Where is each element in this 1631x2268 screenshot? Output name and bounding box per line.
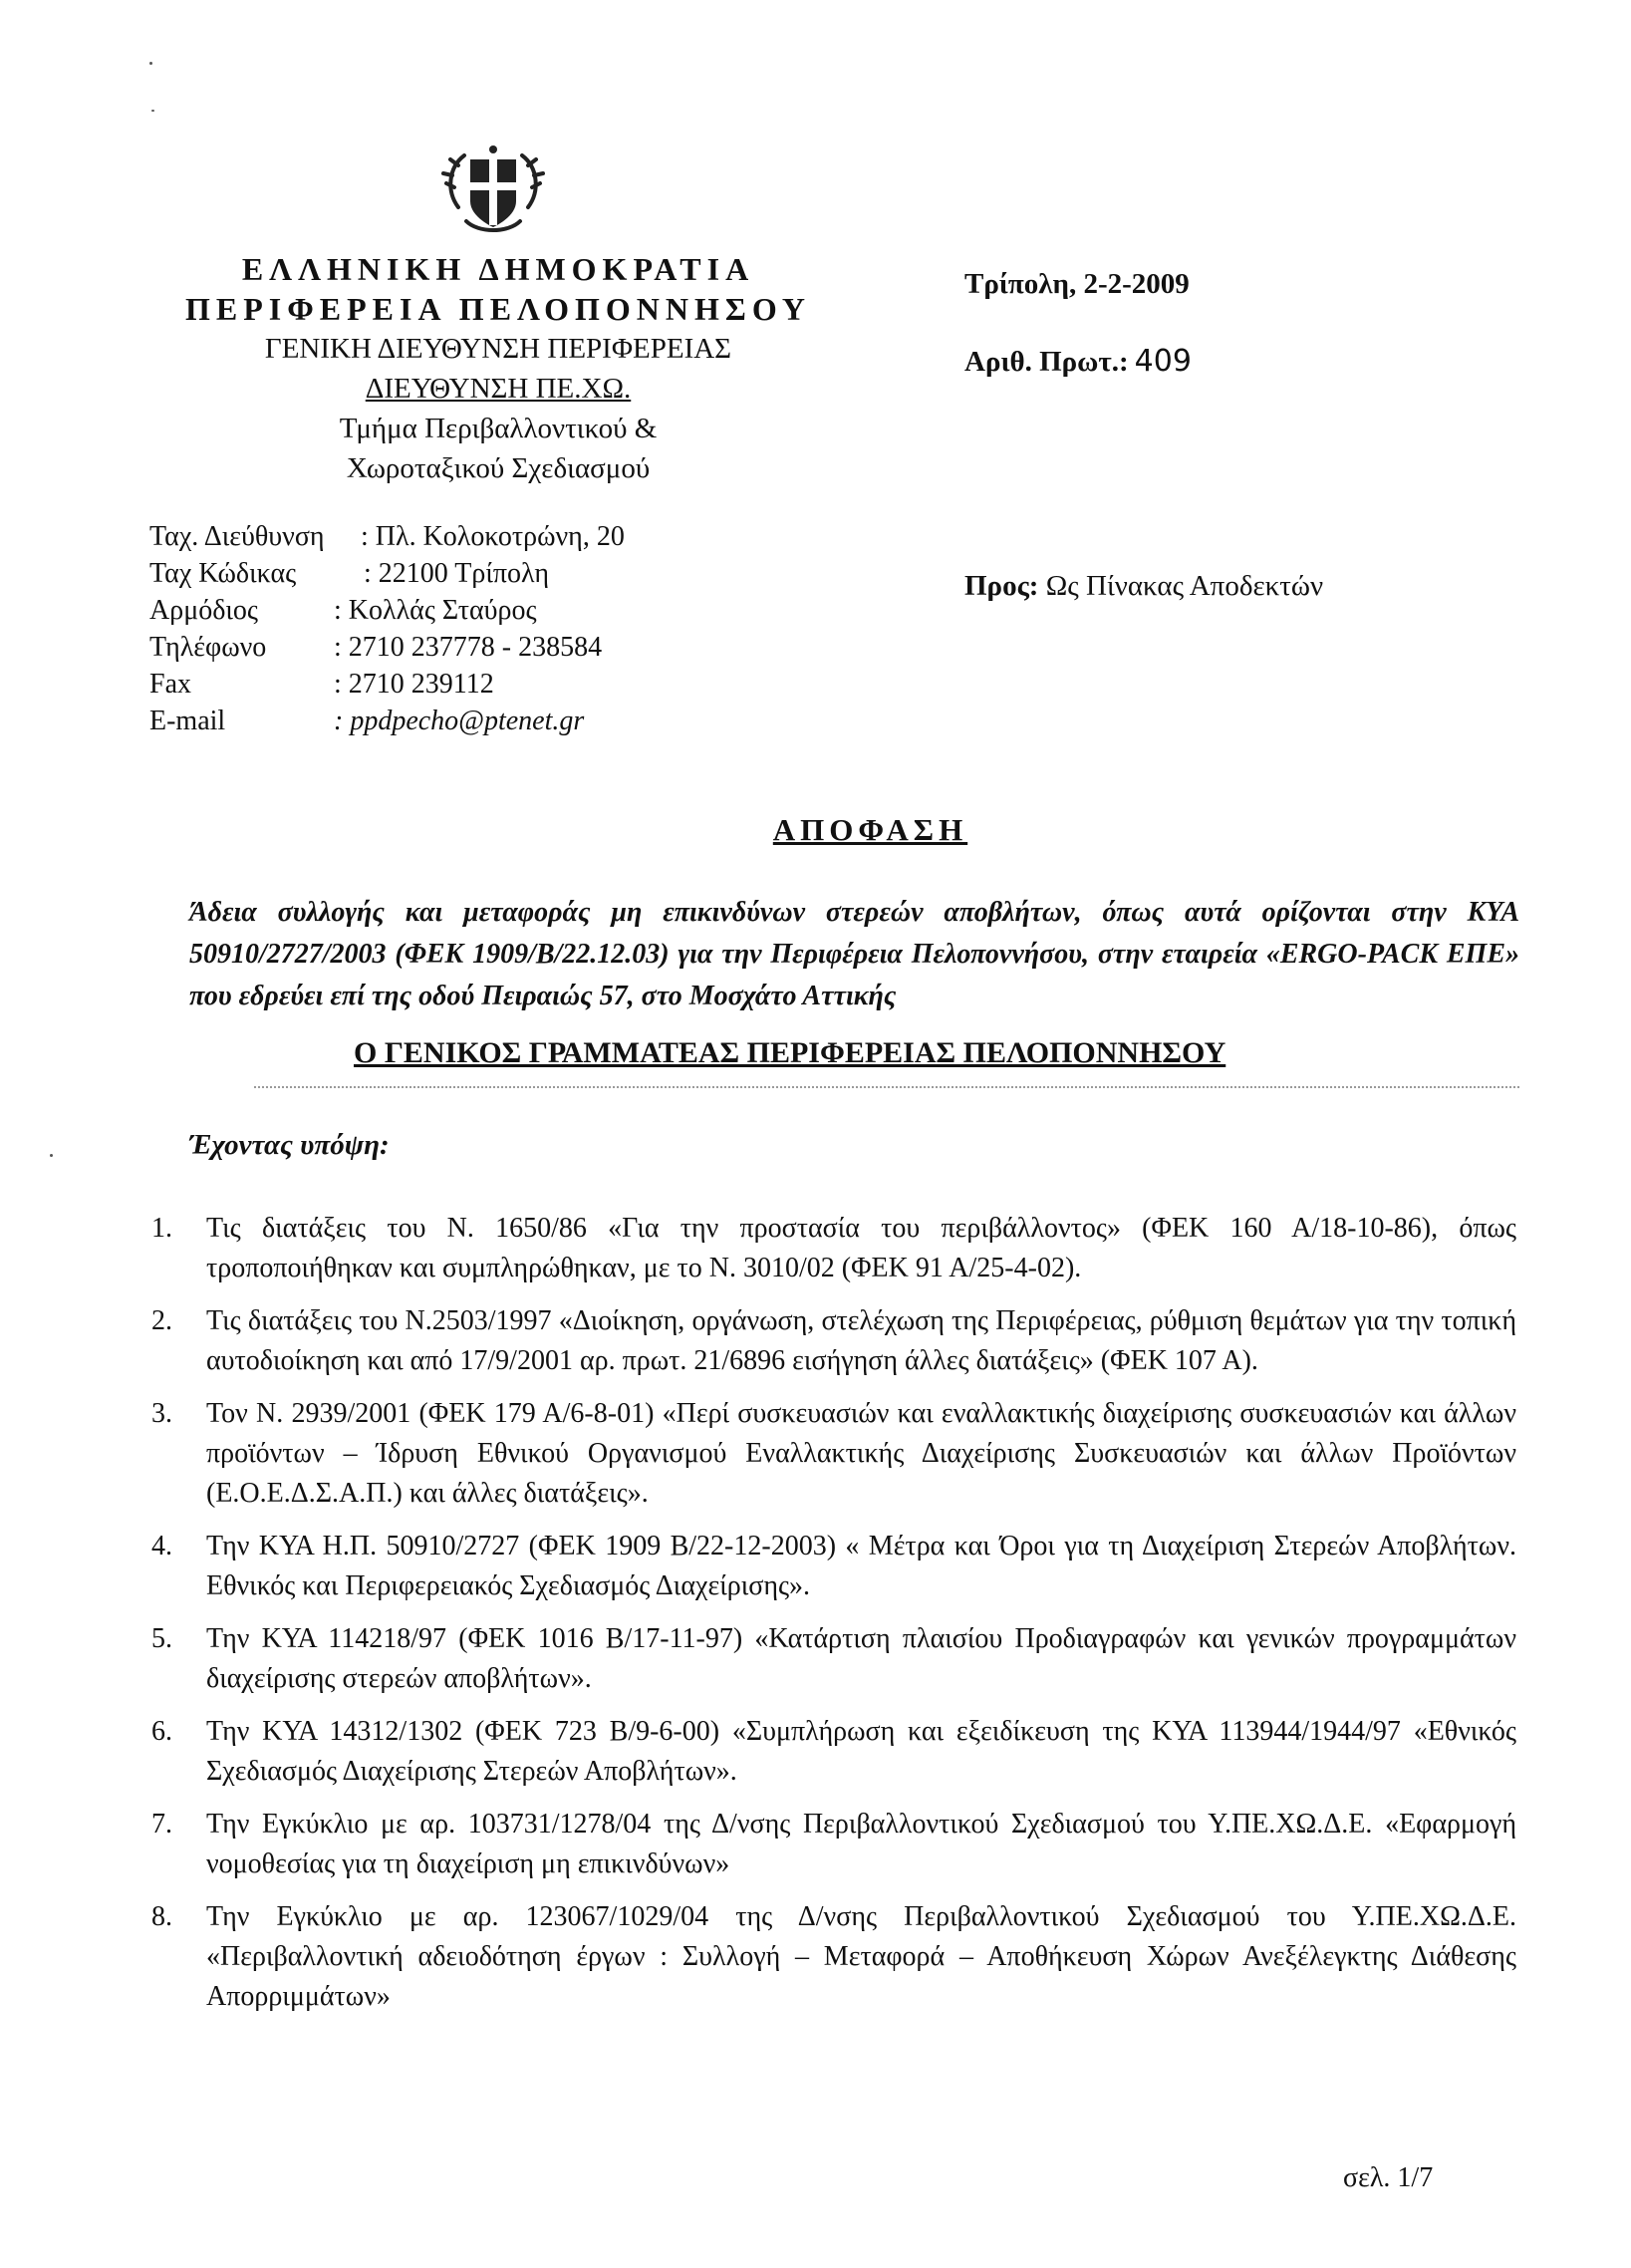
header-country: ΕΛΛΗΝΙΚΗ ΔΗΜΟΚΡΑΤΙΑ	[241, 251, 755, 287]
item-number: 5.	[151, 1623, 172, 1654]
recipient-label: Προς:	[964, 570, 1039, 602]
header-department-line1: Τμήμα Περιβαλλοντικού &	[339, 413, 658, 444]
scan-speck	[149, 62, 152, 65]
contact-label: Fax	[149, 669, 191, 700]
header-region: ΠΕΡΙΦΕΡΕΙΑ ΠΕΛΟΠΟΝΝΗΣΟΥ	[185, 291, 811, 327]
item-text: Τις διατάξεις του Ν. 1650/86 «Για την προστασία του περιβάλλοντος» (ΦΕΚ 160 Α/18-10-86), όπως τροποποιήθηκαν και συμπληρώθηκαν, με το Ν. 3010/02 (ΦΕΚ 91 Α/25-4-02).	[206, 1213, 1516, 1283]
dotted-divider	[254, 1086, 1519, 1088]
list-item	[151, 1394, 1516, 1514]
considerations-heading: Έχοντας υπόψη:	[189, 1129, 390, 1161]
item-text: Την ΚΥΑ 14312/1302 (ΦΕΚ 723 Β/9-6-00) «Συμπλήρωση και εξειδίκευση της ΚΥΑ 113944/1944/97 «Εθνικός Σχεδιασμός Διαχείρισης Στερεών Αποβλήτων».	[206, 1716, 1516, 1787]
item-number: 7.	[151, 1809, 172, 1840]
protocol-number: 409	[1134, 344, 1192, 379]
contact-email: : ppdpecho@ptenet.gr	[334, 706, 585, 736]
secretary-general-title: Ο ΓΕΝΙΚΟΣ ΓΡΑΜΜΑΤΕΑΣ ΠΕΡΙΦΕΡΕΙΑΣ ΠΕΛΟΠΟΝΝΗΣΟΥ	[354, 1036, 1226, 1069]
date-line: Τρίπολη, 2-2-2009	[964, 268, 1190, 300]
item-text: Την Εγκύκλιο με αρ. 123067/1029/04 της Δ/νσης Περιβαλλοντικού Σχεδιασμού του Υ.ΠΕ.ΧΩ.Δ.Ε. «Περιβαλλοντική αδειοδότηση έργων : Συλλογή – Μεταφορά – Αποθήκευση Χώρων Ανεξέλεγκτης Διάθεσης Απορριμμάτων»	[206, 1901, 1516, 2012]
list-item	[151, 1897, 1516, 2017]
list-item	[151, 1712, 1516, 1792]
item-number: 4.	[151, 1531, 172, 1561]
list-item	[151, 1619, 1516, 1699]
decision-title-row	[0, 812, 1631, 848]
date-protocol-block	[964, 264, 1192, 420]
contact-value: : Πλ. Κολοκοτρώνη, 20	[361, 521, 625, 552]
list-item	[151, 1527, 1516, 1606]
list-item	[151, 1209, 1516, 1288]
recipient-value: Ως Πίνακας Αποδεκτών	[1045, 570, 1324, 602]
item-text: Την ΚΥΑ Η.Π. 50910/2727 (ΦΕΚ 1909 Β/22-12-2003) « Μέτρα και Όροι για τη Διαχείριση Στερεών Αποβλήτων. Εθνικός και Περιφερειακός Σχεδιασμός Διαχείρισης».	[206, 1531, 1516, 1601]
header-directorate: ΔΙΕΥΘΥΝΣΗ ΠΕ.ΧΩ.	[365, 373, 632, 405]
header-department-line2: Χωροταξικού Σχεδιασμού	[346, 452, 651, 484]
item-text: Τις διατάξεις του Ν.2503/1997 «Διοίκηση, οργάνωση, στελέχωση της Περιφέρειας, ρύθμιση θεμάτων για την τοπική αυτοδιοίκηση και από 17/9/2001 αρ. πρωτ. 21/6896 εισήγηση άλλες διατάξεις» (ΦΕΚ 107 Α).	[206, 1305, 1516, 1376]
decision-title: ΑΠΟΦΑΣΗ	[772, 812, 968, 847]
protocol-label: Αριθ. Πρωτ.:	[964, 346, 1129, 378]
list-item	[151, 1301, 1516, 1381]
page-number: σελ. 1/7	[1343, 2162, 1434, 2193]
contact-label: Ταχ. Διεύθυνση	[149, 521, 325, 552]
item-number: 8.	[151, 1901, 172, 1932]
contact-label: Ταχ Κώδικας	[149, 558, 297, 589]
contact-label: Τηλέφωνο	[149, 632, 267, 663]
contact-value: : 2710 239112	[334, 669, 494, 700]
recipient-line	[964, 570, 1323, 603]
considerations-list	[151, 1209, 1516, 2030]
item-text: Την Εγκύκλιο με αρ. 103731/1278/04 της Δ/νσης Περιβαλλοντικού Σχεδιασμού του Υ.ΠΕ.ΧΩ.Δ.Ε. «Εφαρμογή νομοθεσίας για τη διαχείριση μη επικινδύνων»	[206, 1809, 1516, 1879]
list-item	[151, 1805, 1516, 1884]
contact-label: E-mail	[149, 706, 226, 736]
issuer-header	[149, 249, 847, 488]
scan-speck	[50, 1154, 53, 1157]
decision-subject: Άδεια συλλογής και μεταφοράς μη επικινδύνων στερεών αποβλήτων, όπως αυτά ορίζονται στην ΚΥΑ 50910/2727/2003 (ΦΕΚ 1909/Β/22.12.03) για την Περιφέρεια Πελοποννήσου, στην εταιρεία «ERGO-PACK ΕΠΕ» που εδρεύει επί της οδού Πειραιώς 57, στο Μοσχάτο Αττικής	[189, 897, 1519, 1011]
contact-value: : 22100 Τρίπολη	[364, 558, 549, 589]
header-general-directorate: ΓΕΝΙΚΗ ΔΙΕΥΘΥΝΣΗ ΠΕΡΙΦΕΡΕΙΑΣ	[264, 333, 732, 365]
contact-value: : 2710 237778 - 238584	[334, 632, 603, 663]
item-number: 6.	[151, 1716, 172, 1747]
contact-label: Αρμόδιος	[149, 595, 259, 626]
contact-value: : Κολλάς Σταύρος	[334, 595, 537, 626]
scan-speck	[151, 110, 154, 112]
greek-emblem-icon	[438, 140, 548, 249]
item-number: 2.	[151, 1305, 172, 1336]
item-text: Τον Ν. 2939/2001 (ΦΕΚ 179 Α/6-8-01) «Περί συσκευασιών και εναλλακτικής διαχείρισης συσκευασιών και άλλων προϊόντων – Ίδρυση Εθνικού Οργανισμού Εναλλακτικής Διαχείρισης Συσκευασιών και άλλων Προϊόντων (Ε.Ο.Ε.Δ.Σ.Α.Π.) και άλλες διατάξεις».	[206, 1398, 1516, 1509]
item-text: Την ΚΥΑ 114218/97 (ΦΕΚ 1016 Β/17-11-97) «Κατάρτιση πλαισίου Προδιαγραφών και γενικών προγραμμάτων διαχείρισης στερεών αποβλήτων».	[206, 1623, 1516, 1694]
item-number: 3.	[151, 1398, 172, 1429]
item-number: 1.	[151, 1213, 172, 1244]
